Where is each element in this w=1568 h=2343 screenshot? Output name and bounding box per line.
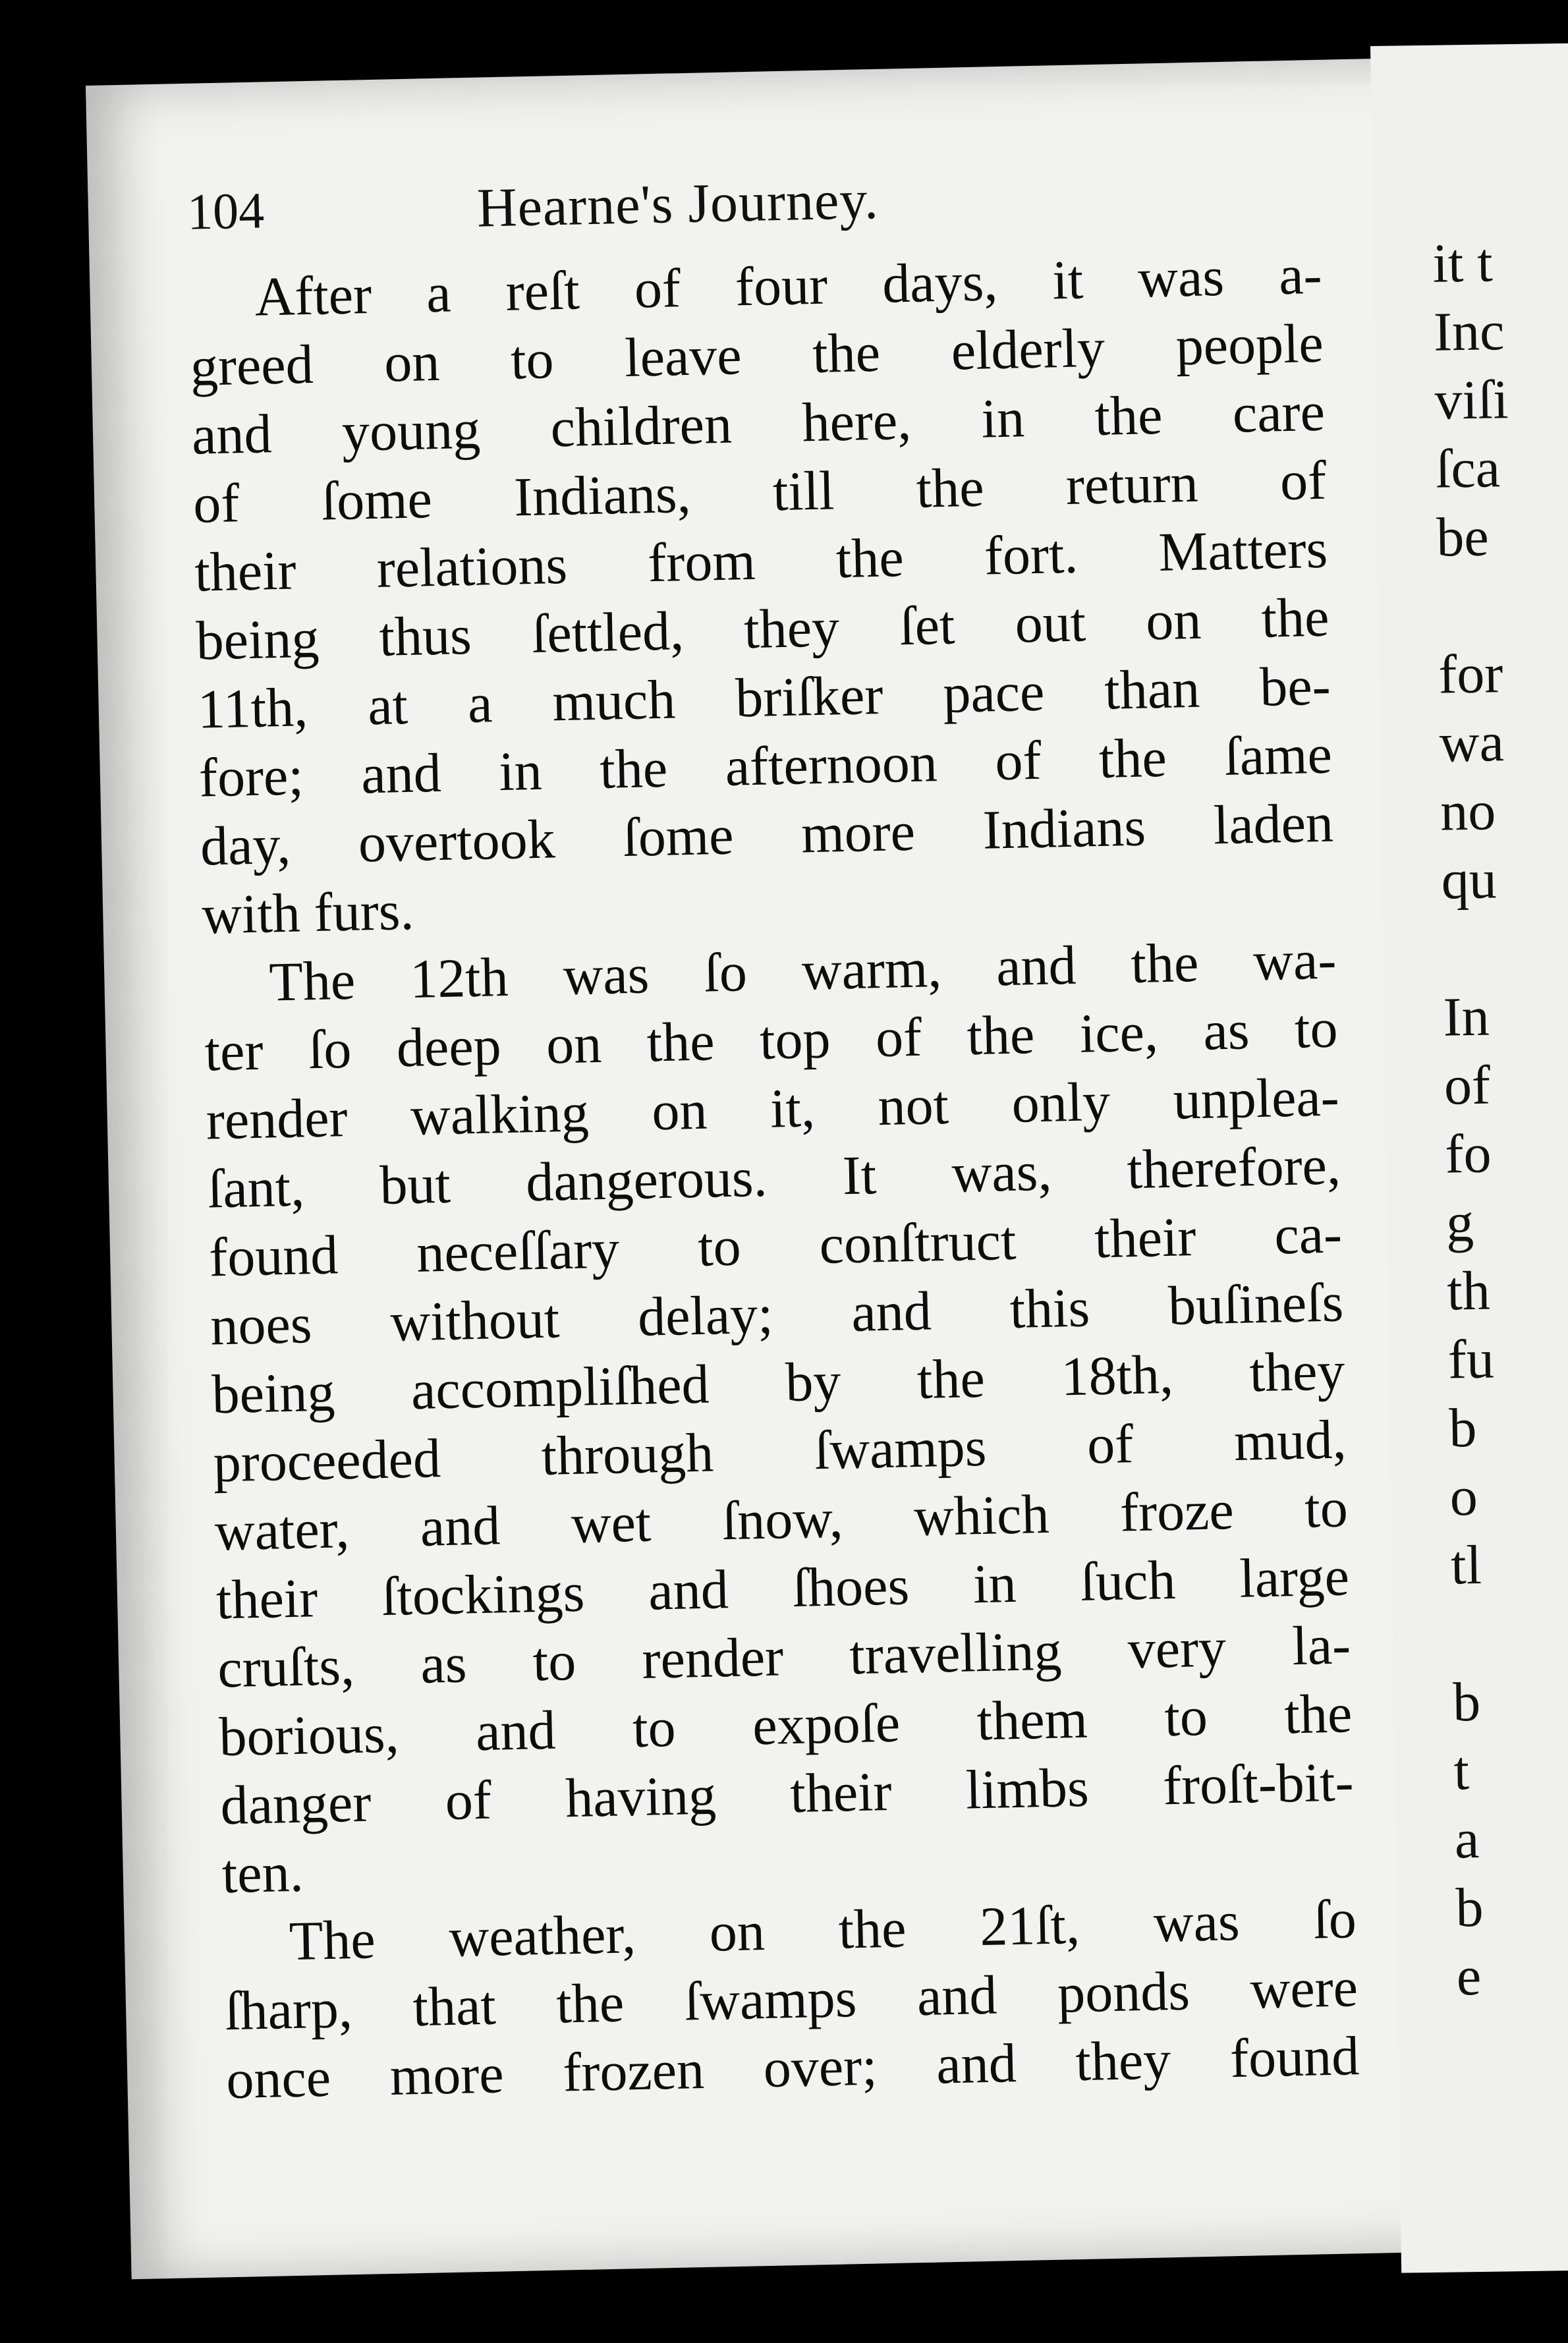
text-line: cruſts, as to render travelling very la-: [217, 1614, 1351, 1700]
text-line: After a reſt of four days, it was a-: [254, 244, 1323, 328]
text-line: render walking on it, not only unplea-: [205, 1066, 1340, 1152]
text-line: fore; and in the afternoon of the ſame: [198, 723, 1333, 809]
facing-line: g: [1445, 1191, 1474, 1254]
text-line: The weather, on the 21ſt, was ſo: [289, 1888, 1357, 1973]
text-line: their relations from the fort. Matters: [194, 518, 1329, 604]
facing-page: [1370, 43, 1568, 2273]
facing-line: fo: [1444, 1123, 1492, 1185]
facing-line: qu: [1441, 849, 1498, 911]
facing-line: for: [1438, 643, 1503, 706]
facing-line: In: [1442, 986, 1490, 1048]
text-line: 11th, at a much briſker pace than be-: [196, 655, 1331, 741]
facing-line: ſca: [1435, 438, 1501, 500]
text-body: [188, 241, 1360, 2114]
paragraph-gap: [1442, 913, 1568, 984]
text-line: danger of having their limbs froſt-bit-: [219, 1751, 1355, 1837]
facing-line: no: [1440, 780, 1496, 843]
left-page: [86, 58, 1462, 2280]
text-line: ter ſo deep on the top of the ice, as to: [204, 998, 1339, 1083]
facing-page-text: [1432, 227, 1568, 2011]
text-line: being thus ſettled, they ſet out on the: [195, 586, 1330, 672]
text-line: of ſome Indians, till the return of: [192, 449, 1327, 535]
facing-line: b: [1452, 1671, 1481, 1734]
facing-line: b: [1448, 1397, 1477, 1459]
text-line: ten.: [221, 1842, 304, 1905]
running-title: Hearne's Journey.: [476, 169, 880, 239]
text-line: once more frozen over; and they found: [225, 2025, 1360, 2111]
facing-line: a: [1454, 1808, 1480, 1871]
facing-line: of: [1443, 1054, 1491, 1117]
paragraph-gap: [1437, 570, 1568, 641]
text-line: noes without delay; and this buſineſs: [210, 1272, 1345, 1357]
facing-line: e: [1456, 1945, 1482, 2008]
facing-line: t: [1453, 1740, 1470, 1802]
facing-line: b: [1455, 1877, 1484, 1939]
text-line: ſant, but dangerous. It was, therefore,: [207, 1135, 1341, 1220]
text-line: found neceſſary to conſtruct their ca-: [208, 1203, 1343, 1289]
running-head: [186, 159, 1308, 255]
text-line: The 12th was ſo warm, and the wa-: [268, 929, 1337, 1013]
facing-line: Inc: [1433, 300, 1505, 363]
text-line: proceeded through ſwamps of mud,: [212, 1409, 1347, 1494]
facing-line: wa: [1439, 712, 1505, 774]
text-line: borious, and to expoſe them to the: [218, 1683, 1353, 1768]
facing-line: fu: [1447, 1328, 1495, 1391]
text-line: being accompliſhed by the 18th, they: [211, 1340, 1346, 1426]
page-number: 104: [186, 181, 265, 240]
facing-line: th: [1446, 1260, 1491, 1322]
facing-line: tl: [1450, 1534, 1482, 1596]
text-line: and young children here, in the care: [191, 381, 1326, 466]
facing-line: it t: [1432, 232, 1494, 295]
facing-line: o: [1449, 1465, 1478, 1528]
text-line: ſharp, that the ſwamps and ponds were: [224, 1957, 1358, 2043]
facing-line: viſi: [1434, 369, 1509, 432]
facing-line: be: [1436, 506, 1490, 569]
text-line: greed on to leave the elderly people: [190, 312, 1324, 398]
text-line: day, overtook ſome more Indians laden: [200, 792, 1334, 878]
text-line: with furs.: [201, 880, 415, 946]
text-line: water, and wet ſnow, which froze to: [214, 1477, 1349, 1563]
text-line: their ſtockings and ſhoes in ſuch large: [215, 1546, 1350, 1631]
paragraph-gap: [1451, 1598, 1568, 1669]
